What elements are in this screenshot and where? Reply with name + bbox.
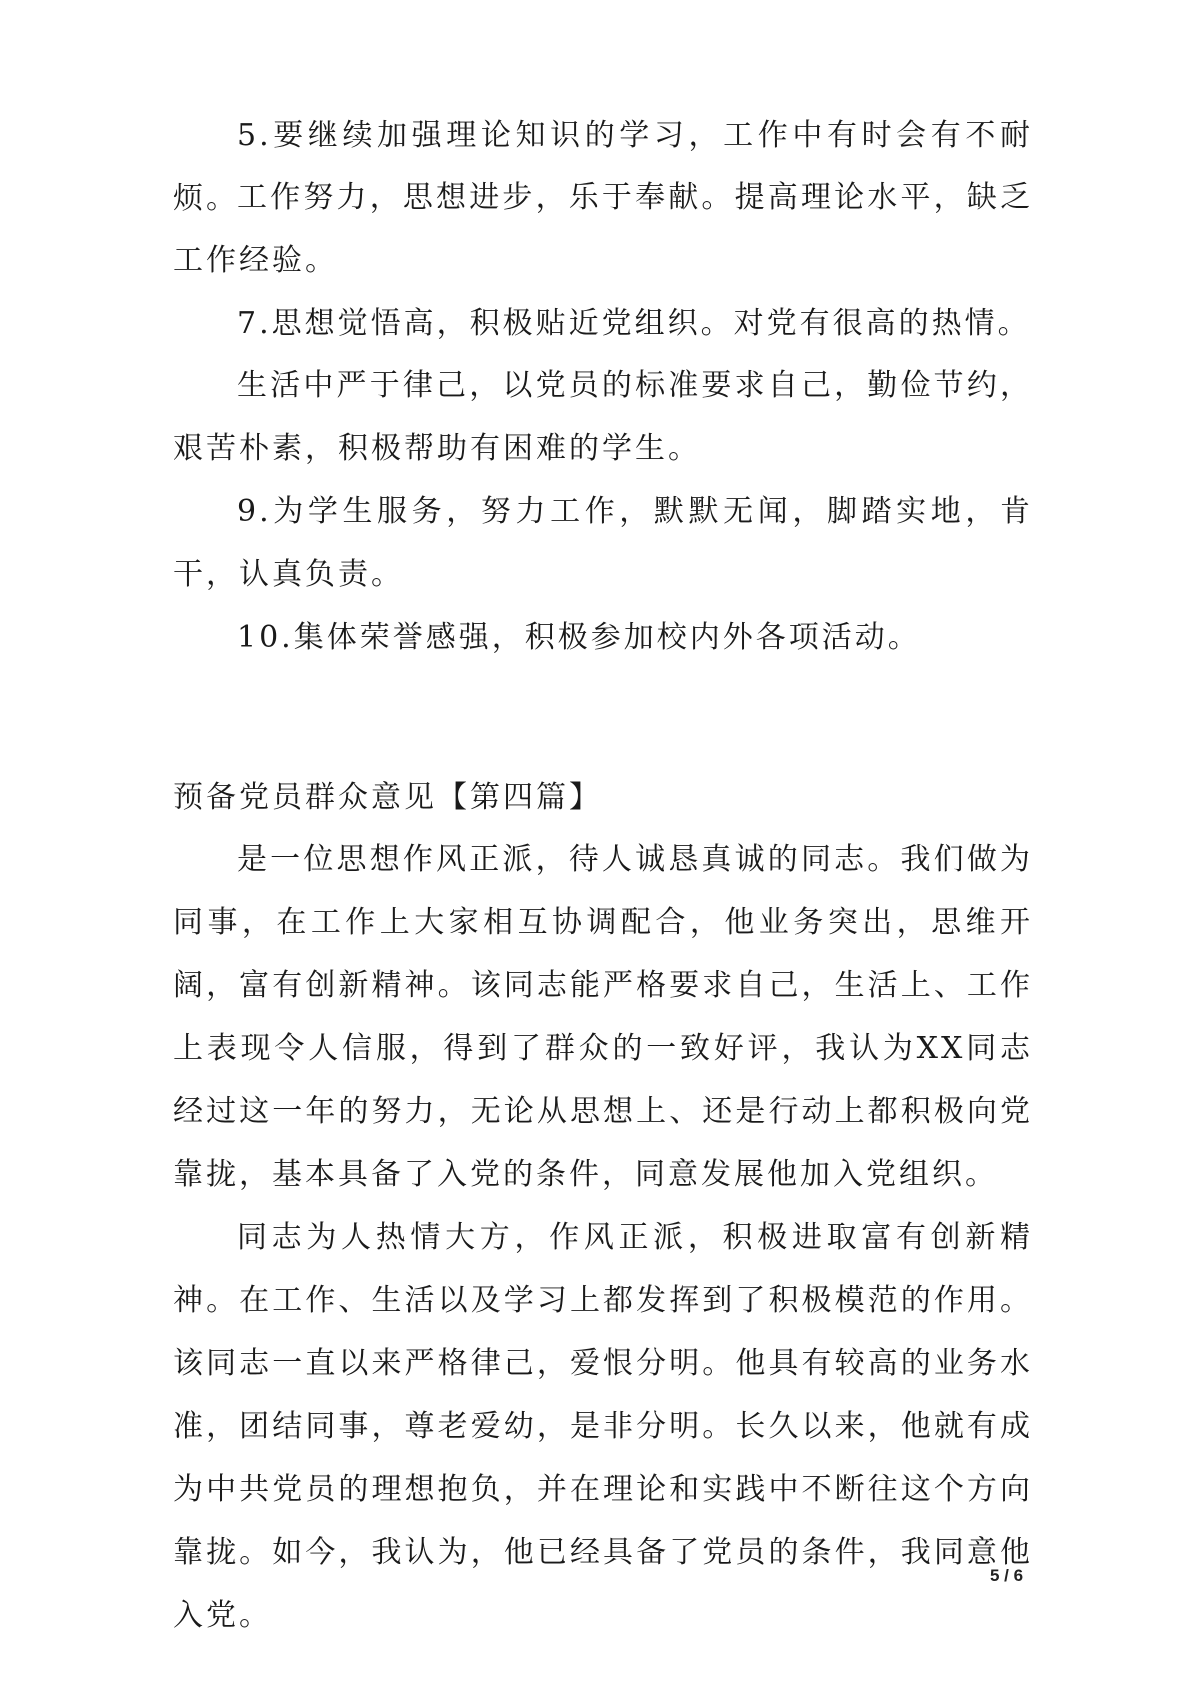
paragraph-opinion-2: 同志为人热情大方，作风正派，积极进取富有创新精神。在工作、生活以及学习上都发挥到了积极模范的作用。该同志一直以来严格律己，爱恨分明。他具有较高的业务水准，团结同事，尊老爱幼，是非分明。长久以来，他就有成为中共党员的理想抱负，并在理论和实践中不断往这个方向靠拢。如今，我认为，他已经具备了党员的条件，我同意他入党。: [173, 1220, 1033, 1633]
paragraph-item-7: 7.思想觉悟高，积极贴近党组织。对党有很高的热情。: [237, 306, 1031, 341]
paragraph-item-5: 5.要继续加强理论知识的学习，工作中有时会有不耐烦。: [173, 118, 1033, 216]
paragraph-work-effort: 工作努力，思想进步，乐于奉献。提高理论水平，缺乏工作经验。: [173, 180, 1033, 278]
page-number: 5 / 6: [990, 1566, 1024, 1585]
section-heading: 预备党员群众意见【第四篇】: [173, 780, 602, 815]
paragraph-item-10: 10.集体荣誉感强，积极参加校内外各项活动。: [237, 620, 921, 655]
paragraph-item-9: 9.为学生服务，努力工作，默默无闻，脚踏实地，肯干，认真负责。: [173, 494, 1033, 592]
paragraph-self-discipline: 生活中严于律己，以党员的标准要求自己，勤俭节约，艰苦朴素，积极帮助有困难的学生。: [173, 368, 1033, 466]
paragraph-opinion-1: 是一位思想作风正派，待人诚恳真诚的同志。我们做为同事，在工作上大家相互协调配合，他业务突出，思维开阔，富有创新精神。该同志能严格要求自己，生活上、工作上表现令人信服，得到了群众的一致好评，我认为XX同志经过这一年的努力，无论从思想上、还是行动上都积极向党靠拢，基本具备了入党的条件，同意发展他加入党组织。: [173, 842, 1033, 1192]
